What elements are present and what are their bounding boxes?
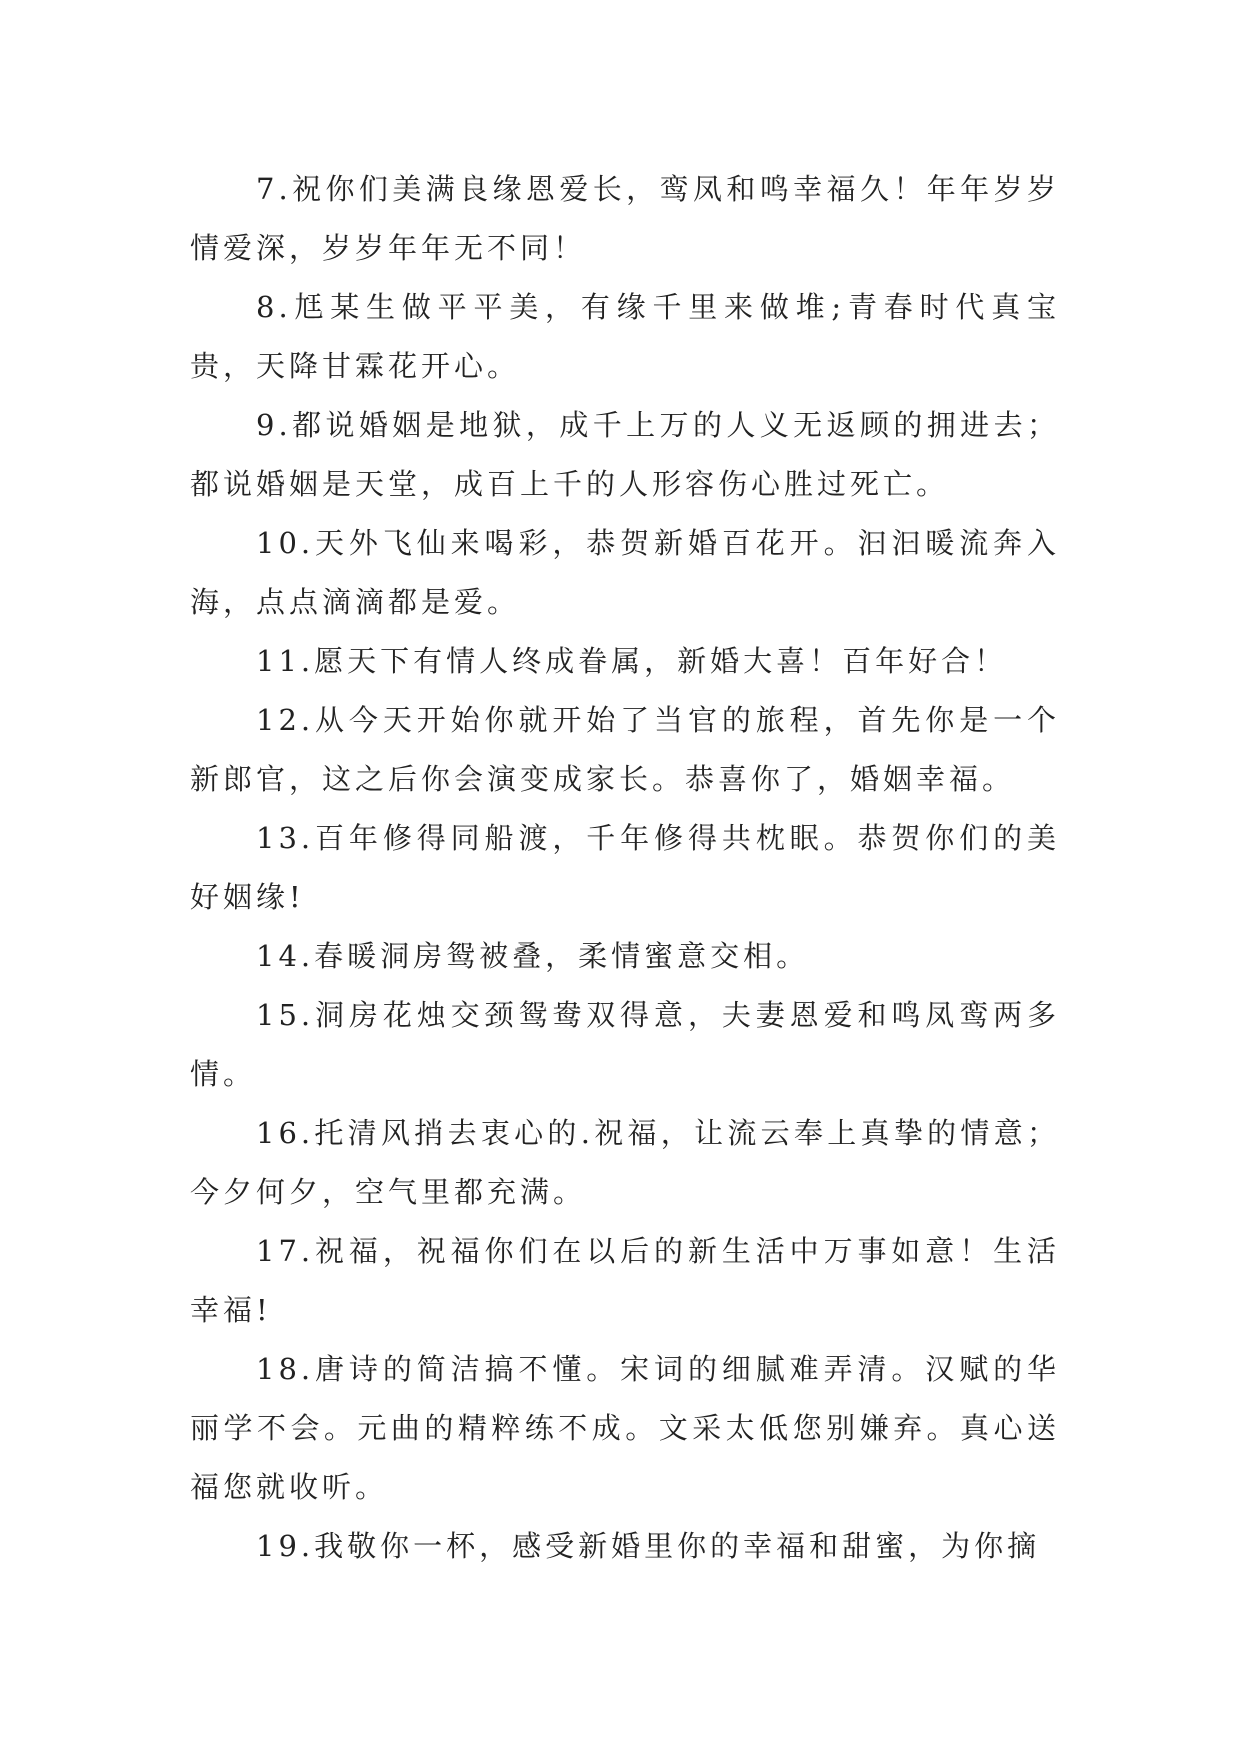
paragraph-13: 13.百年修得同船渡，千年修得共枕眠。恭贺你们的美好姻缘!: [190, 821, 1060, 914]
paragraph-19: 19.我敬你一杯，感受新婚里你的幸福和甜蜜，为你摘: [256, 1529, 1041, 1563]
paragraph-15: 15.洞房花烛交颈鸳鸯双得意，夫妻恩爱和鸣凤鸾两多情。: [190, 998, 1060, 1091]
document-body: [190, 160, 1060, 1576]
paragraph-10: 10.天外飞仙来喝彩，恭贺新婚百花开。汩汩暖流奔入海，点点滴滴都是爱。: [190, 526, 1060, 619]
paragraph-17: 17.祝福，祝福你们在以后的新生活中万事如意！生活幸福!: [190, 1234, 1060, 1327]
paragraph-14: 14.春暖洞房鸳被叠，柔情蜜意交相。: [256, 939, 810, 973]
paragraph-11: 11.愿天下有情人终成眷属，新婚大喜！百年好合！: [256, 644, 1008, 678]
paragraph-16: 16.托清风捎去衷心的.祝福，让流云奉上真挚的情意；今夕何夕，空气里都充满。: [190, 1116, 1060, 1209]
paragraph-7: 7.祝你们美满良缘恩爱长，鸾凤和鸣幸福久！年年岁岁情爱深，岁岁年年无不同！: [190, 172, 1060, 265]
paragraph-18: 18.唐诗的简洁搞不懂。宋词的细腻难弄清。汉赋的华丽学不会。元曲的精粹练不成。文采太低您别嫌弃。真心送福您就收听。: [190, 1352, 1060, 1504]
paragraph-8: 8.尪某生做平平美，有缘千里来做堆;青春时代真宝贵，天降甘霖花开心。: [190, 290, 1060, 383]
paragraph-12: 12.从今天开始你就开始了当官的旅程，首先你是一个新郎官，这之后你会演变成家长。恭喜你了，婚姻幸福。: [190, 703, 1060, 796]
paragraph-9: 9.都说婚姻是地狱，成千上万的人义无返顾的拥进去；都说婚姻是天堂，成百上千的人形容伤心胜过死亡。: [190, 408, 1060, 501]
